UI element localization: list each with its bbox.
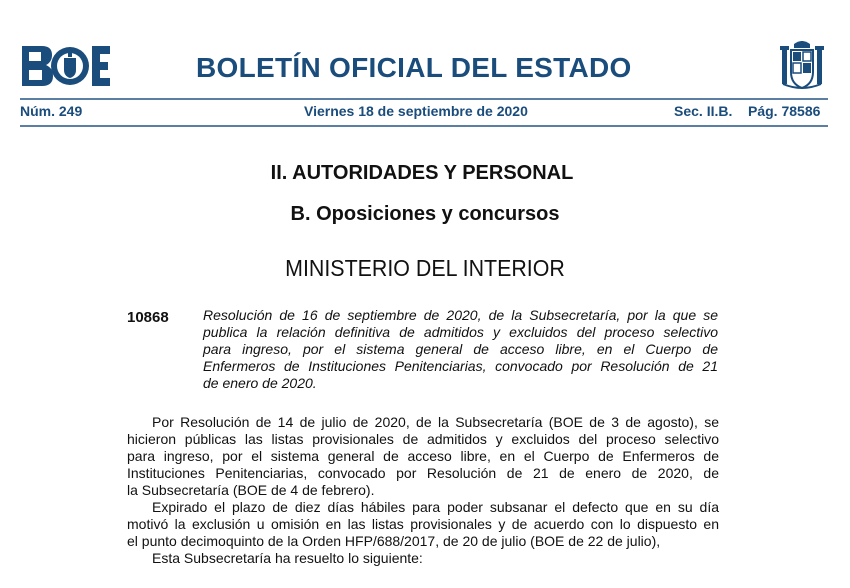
body-line: motivó la exclusión u omisión en las listas provisionales y de acuerdo con lo dispuesto en: [127, 516, 719, 532]
body-line: la Subsecretaría (BOE de 4 de febrero).: [127, 482, 375, 498]
reference-number: 10868: [127, 309, 169, 326]
issue-number: Núm. 249: [20, 103, 83, 119]
section-title: II. AUTORIDADES Y PERSONAL: [270, 162, 574, 184]
body-line: para ingreso, por el sistema general de acceso libre, en el Cuerpo de Enfermeros de: [127, 448, 719, 464]
boe-logo: [20, 44, 112, 88]
section-code: Sec. II.B.: [674, 103, 733, 119]
body-line: Esta Subsecretaría ha resuelto lo siguiente:: [152, 550, 423, 566]
body-line: Instituciones Penitenciarias, convocado por Resolución de 21 de enero de 2020, de: [127, 465, 719, 481]
resolution-body: [127, 414, 719, 567]
header-rule-bottom: [20, 125, 828, 127]
page-number: Pág. 78586: [748, 103, 821, 119]
summary-line: publica la relación definitiva de admitidos y excluidos del proceso selectivo: [203, 324, 718, 340]
subsection-title: B. Oposiciones y concursos: [290, 203, 560, 225]
body-line: Por Resolución de 14 de julio de 2020, de la Subsecretaría (BOE de 3 de agosto), se: [152, 414, 719, 430]
summary-line: para ingreso, por el sistema general de acceso libre, en el Cuerpo de: [203, 341, 718, 357]
issue-date: Viernes 18 de septiembre de 2020: [304, 103, 528, 119]
header-rule-top: [20, 98, 828, 100]
body-line: hicieron públicas las listas provisionales de admitidos y excluidos del proceso selectivo: [127, 431, 719, 447]
ministry-heading: MINISTERIO DEL INTERIOR: [285, 255, 565, 281]
body-line: el punto decimoquinto de la Orden HFP/688/2017, de 20 de julio (BOE de 22 de julio),: [127, 533, 661, 549]
bulletin-title: BOLETÍN OFICIAL DEL ESTADO: [196, 52, 632, 83]
coat-of-arms-icon: [779, 40, 825, 92]
body-line: Expirado el plazo de diez días hábiles para poder subsanar el defecto que en su día: [152, 499, 719, 515]
resolution-summary: [203, 307, 718, 392]
summary-line: Enfermeros de Instituciones Penitenciarias, convocado por Resolución de 21: [203, 358, 718, 374]
summary-line: Resolución de 16 de septiembre de 2020, de la Subsecretaría, por la que se: [203, 307, 718, 323]
summary-line: de enero de 2020.: [203, 375, 317, 391]
